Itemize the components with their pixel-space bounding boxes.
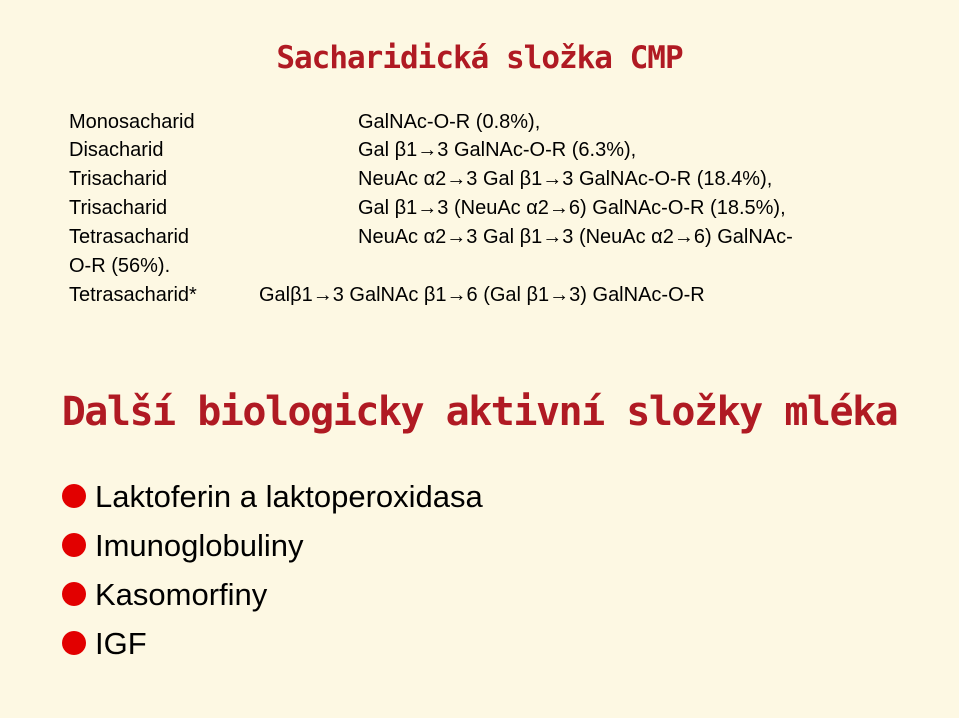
composition-value: GalNAc-O-R (0.8%), <box>358 111 541 133</box>
list-item-label: Imunoglobuliny <box>95 528 304 563</box>
composition-value: NeuAc α2→3 Gal β1→3 (NeuAc α2→6) GalNAc- <box>358 226 793 248</box>
slide-title: Sacharidická složka CMP <box>276 40 683 76</box>
bullet-list <box>62 472 483 668</box>
list-item <box>62 570 483 619</box>
composition-label: Tetrasacharid* <box>69 284 197 306</box>
bullet-dot-icon <box>62 533 86 557</box>
list-item-label: IGF <box>95 626 147 661</box>
composition-label: O-R (56%). <box>69 255 171 277</box>
composition-value: NeuAc α2→3 Gal β1→3 GalNAc-O-R (18.4%), <box>358 168 773 190</box>
bullet-dot-icon <box>62 582 86 606</box>
composition-label: Tetrasacharid <box>69 226 190 248</box>
list-item-label: Laktoferin a laktoperoxidasa <box>95 479 483 514</box>
list-item <box>62 521 483 570</box>
section-title: Další biologicky aktivní složky mléka <box>61 389 898 435</box>
list-item <box>62 472 483 521</box>
composition-value: Gal β1→3 GalNAc-O-R (6.3%), <box>358 139 637 161</box>
list-item <box>62 619 483 668</box>
list-item-label: Kasomorfiny <box>95 577 268 612</box>
composition-label: Trisacharid <box>69 197 168 219</box>
composition-label: Trisacharid <box>69 168 168 190</box>
composition-label: Monosacharid <box>69 111 195 133</box>
composition-value: Galβ1→3 GalNAc β1→6 (Gal β1→3) GalNAc-O-R <box>259 284 705 306</box>
composition-value: Gal β1→3 (NeuAc α2→6) GalNAc-O-R (18.5%), <box>358 197 786 219</box>
bullet-dot-icon <box>62 484 86 508</box>
bullet-dot-icon <box>62 631 86 655</box>
composition-label: Disacharid <box>69 139 164 161</box>
